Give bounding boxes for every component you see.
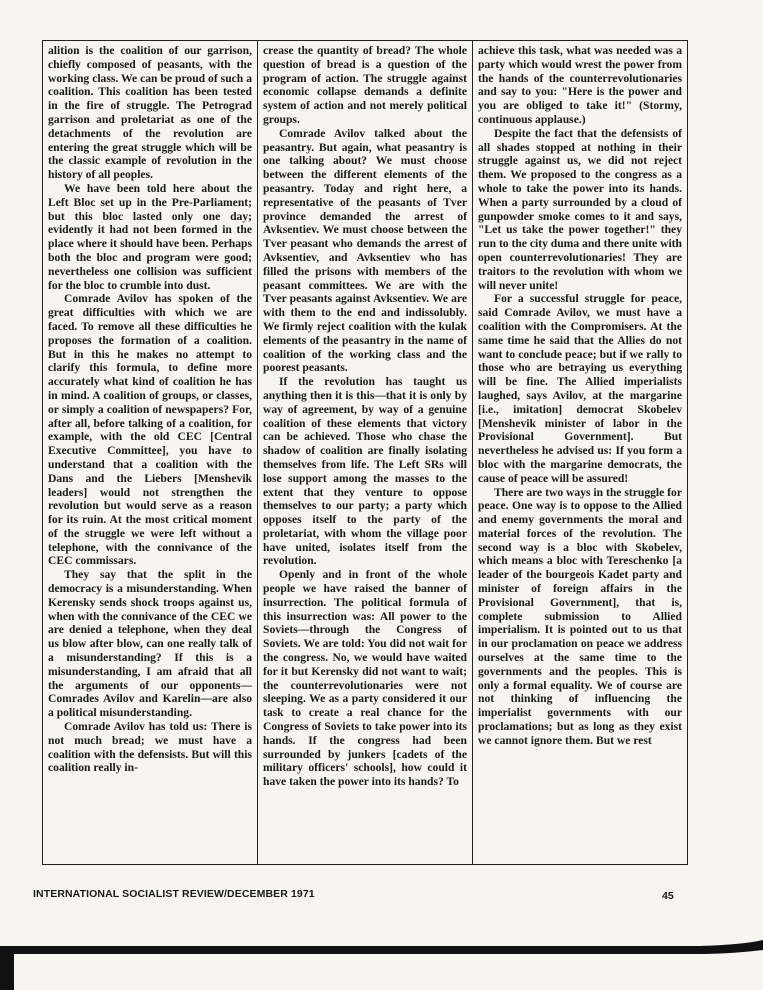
paragraph: We have been told here about the Left Bloc set up in the Pre-Parliament; but this bloc lasted only one day; evidently it had not been formed in the place where it should have been. Perhaps both the bloc and program were good; nevertheless one collision was sufficient for the bloc to crumble into dust.	[48, 181, 252, 292]
paragraph: Comrade Avilov has told us: There is not much bread; we must have a coalition with the defensists. But will this coalition really in-	[48, 720, 252, 775]
column-1	[43, 41, 257, 864]
page-number: 45	[662, 890, 674, 902]
paragraph: achieve this task, what was needed was a party which would wrest the power from the hands of the counterrevolutionaries and say to you: "Here is the power and you are obliged to take it!" (Stormy, continuous applause.)	[478, 44, 682, 126]
scan-edge-shadow	[0, 938, 763, 990]
paragraph: alition is the coalition of our garrison, chiefly composed of peasants, with the working class. We can be proud of such a coalition. This coalition has been tested in the fire of struggle. The Petrograd garrison and proletariat as one of the detachments of the revolution are entering the great struggle which will be the classic example of revolution in the history of all peoples.	[48, 44, 252, 182]
paragraph: They say that the split in the democracy is a misunderstanding. When Kerensky sends shock troops against us, when with the connivance of the CEC we are denied a telephone, when they deal us blow after blow, can one really talk of a misunderstanding? If this is a misunderstanding, I am afraid that all the arguments of our opponents—Comrades Avilov and Karelin—are also a political misunderstanding.	[48, 568, 252, 720]
column-3	[472, 41, 687, 864]
paragraph: For a successful struggle for peace, said Comrade Avilov, we must have a coalition with the Compromisers. At the same time he said that the Allies do not want to conclude peace; but if we rally to those who are betraying us everything will be fine. The Allied imperialists laughed, says Avilov, at the margarine [i.e., imitation] democrat Skobelev [Menshevik minister of labor in the Provisional Government]. But nevertheless he advised us: If you form a bloc with the margarine democrats, the cause of peace will be assured!	[478, 292, 682, 485]
paragraph: There are two ways in the struggle for peace. One way is to oppose to the Allied and enemy governments the moral and material forces of the revolution. The second way is a bloc with Skobelev, which means a bloc with Tereschenko [a leader of the bourgeois Kadet party and minister of foreign affairs in the Provisional Government], that is, complete submission to Allied imperialism. It is pointed out to us that in our proclamation on peace we address ourselves at the same time to the governments and the peoples. This is only a formal equality. We of course are not thinking of influencing the imperialist governments with our proclamations; but as long as they exist we cannot ignore them. But we rest	[478, 485, 682, 747]
text-columns	[42, 40, 688, 865]
paragraph: Despite the fact that the defensists of all shades stopped at nothing in their struggle against us, we did not reject them. We proposed to the congress as a whole to take the power into its hands. When a party surrounded by a cloud of gunpowder smoke comes to it and says, "Let us take the power together!" they run to the city duma and there unite with open counterrevolutionaries! They are traitors to the revolution with whom we will never unite!	[478, 126, 682, 292]
paragraph: crease the quantity of bread? The whole question of bread is a question of the program of action. The struggle against economic collapse demands a definite system of action and not merely political groups.	[263, 44, 467, 126]
paragraph: Comrade Avilov talked about the peasantry. But again, what peasantry is one talking about? We must choose between the different elements of the peasantry. Today and right here, a representative of the peasants of Tver province demanded the arrest of Avksentiev. We must choose between the Tver peasant who demands the arrest of Avksentiev, and Avksentiev who has filled the prisons with members of the peasant committees. We are with the Tver peasants against Avksentiev. We are with them to the end and indissolubly. We firmly reject coalition with the kulak elements of the peasantry in the name of coalition of the working class and the poorest peasants.	[263, 126, 467, 375]
paragraph: Openly and in front of the whole people we have raised the banner of insurrection. The political formula of this insurrection was: All power to the Soviets—through the Congress of Soviets. We are told: You did not wait for the congress. No, we would have waited for it but Kerensky did not want to wait; the counterrevolutionaries were not sleeping. We as a party considered it our task to create a real chance for the Congress of Soviets to take power into its hands. If the congress had been surrounded by junkers [cadets of the military officers' schools], how could it have taken the power into its hands? To	[263, 568, 467, 789]
paragraph: If the revolution has taught us anything then it is this—that it is only by way of agreement, by way of a genuine coalition of these elements that victory can be achieved. Those who chase the shadow of coalition are finally isolating themselves from life. The Left SRs will lose support among the masses to the extent that they venture to oppose themselves to our party; a party which opposes itself to the party of the proletariat, with whom the village poor have united, isolates itself from the revolution.	[263, 375, 467, 568]
column-2	[257, 41, 472, 864]
journal-footer: INTERNATIONAL SOCIALIST REVIEW/DECEMBER 1971	[33, 888, 315, 900]
paragraph: Comrade Avilov has spoken of the great difficulties with which we are faced. To remove all these difficulties he proposes the formation of a coalition. But in this he makes no attempt to clarify this formula, to define more accurately what kind of coalition he has in mind. A coalition of groups, or classes, or simply a coalition of newspapers? For, after all, before talking of a coalition, for example, with the old CEC [Central Executive Committee], you have to understand that a coalition with the Dans and the Liebers [Menshevik leaders] would not strengthen the revolution but would serve as a reason for its ruin. At the most critical moment of the struggle we were left without a telephone, with the connivance of the CEC commissars.	[48, 292, 252, 568]
